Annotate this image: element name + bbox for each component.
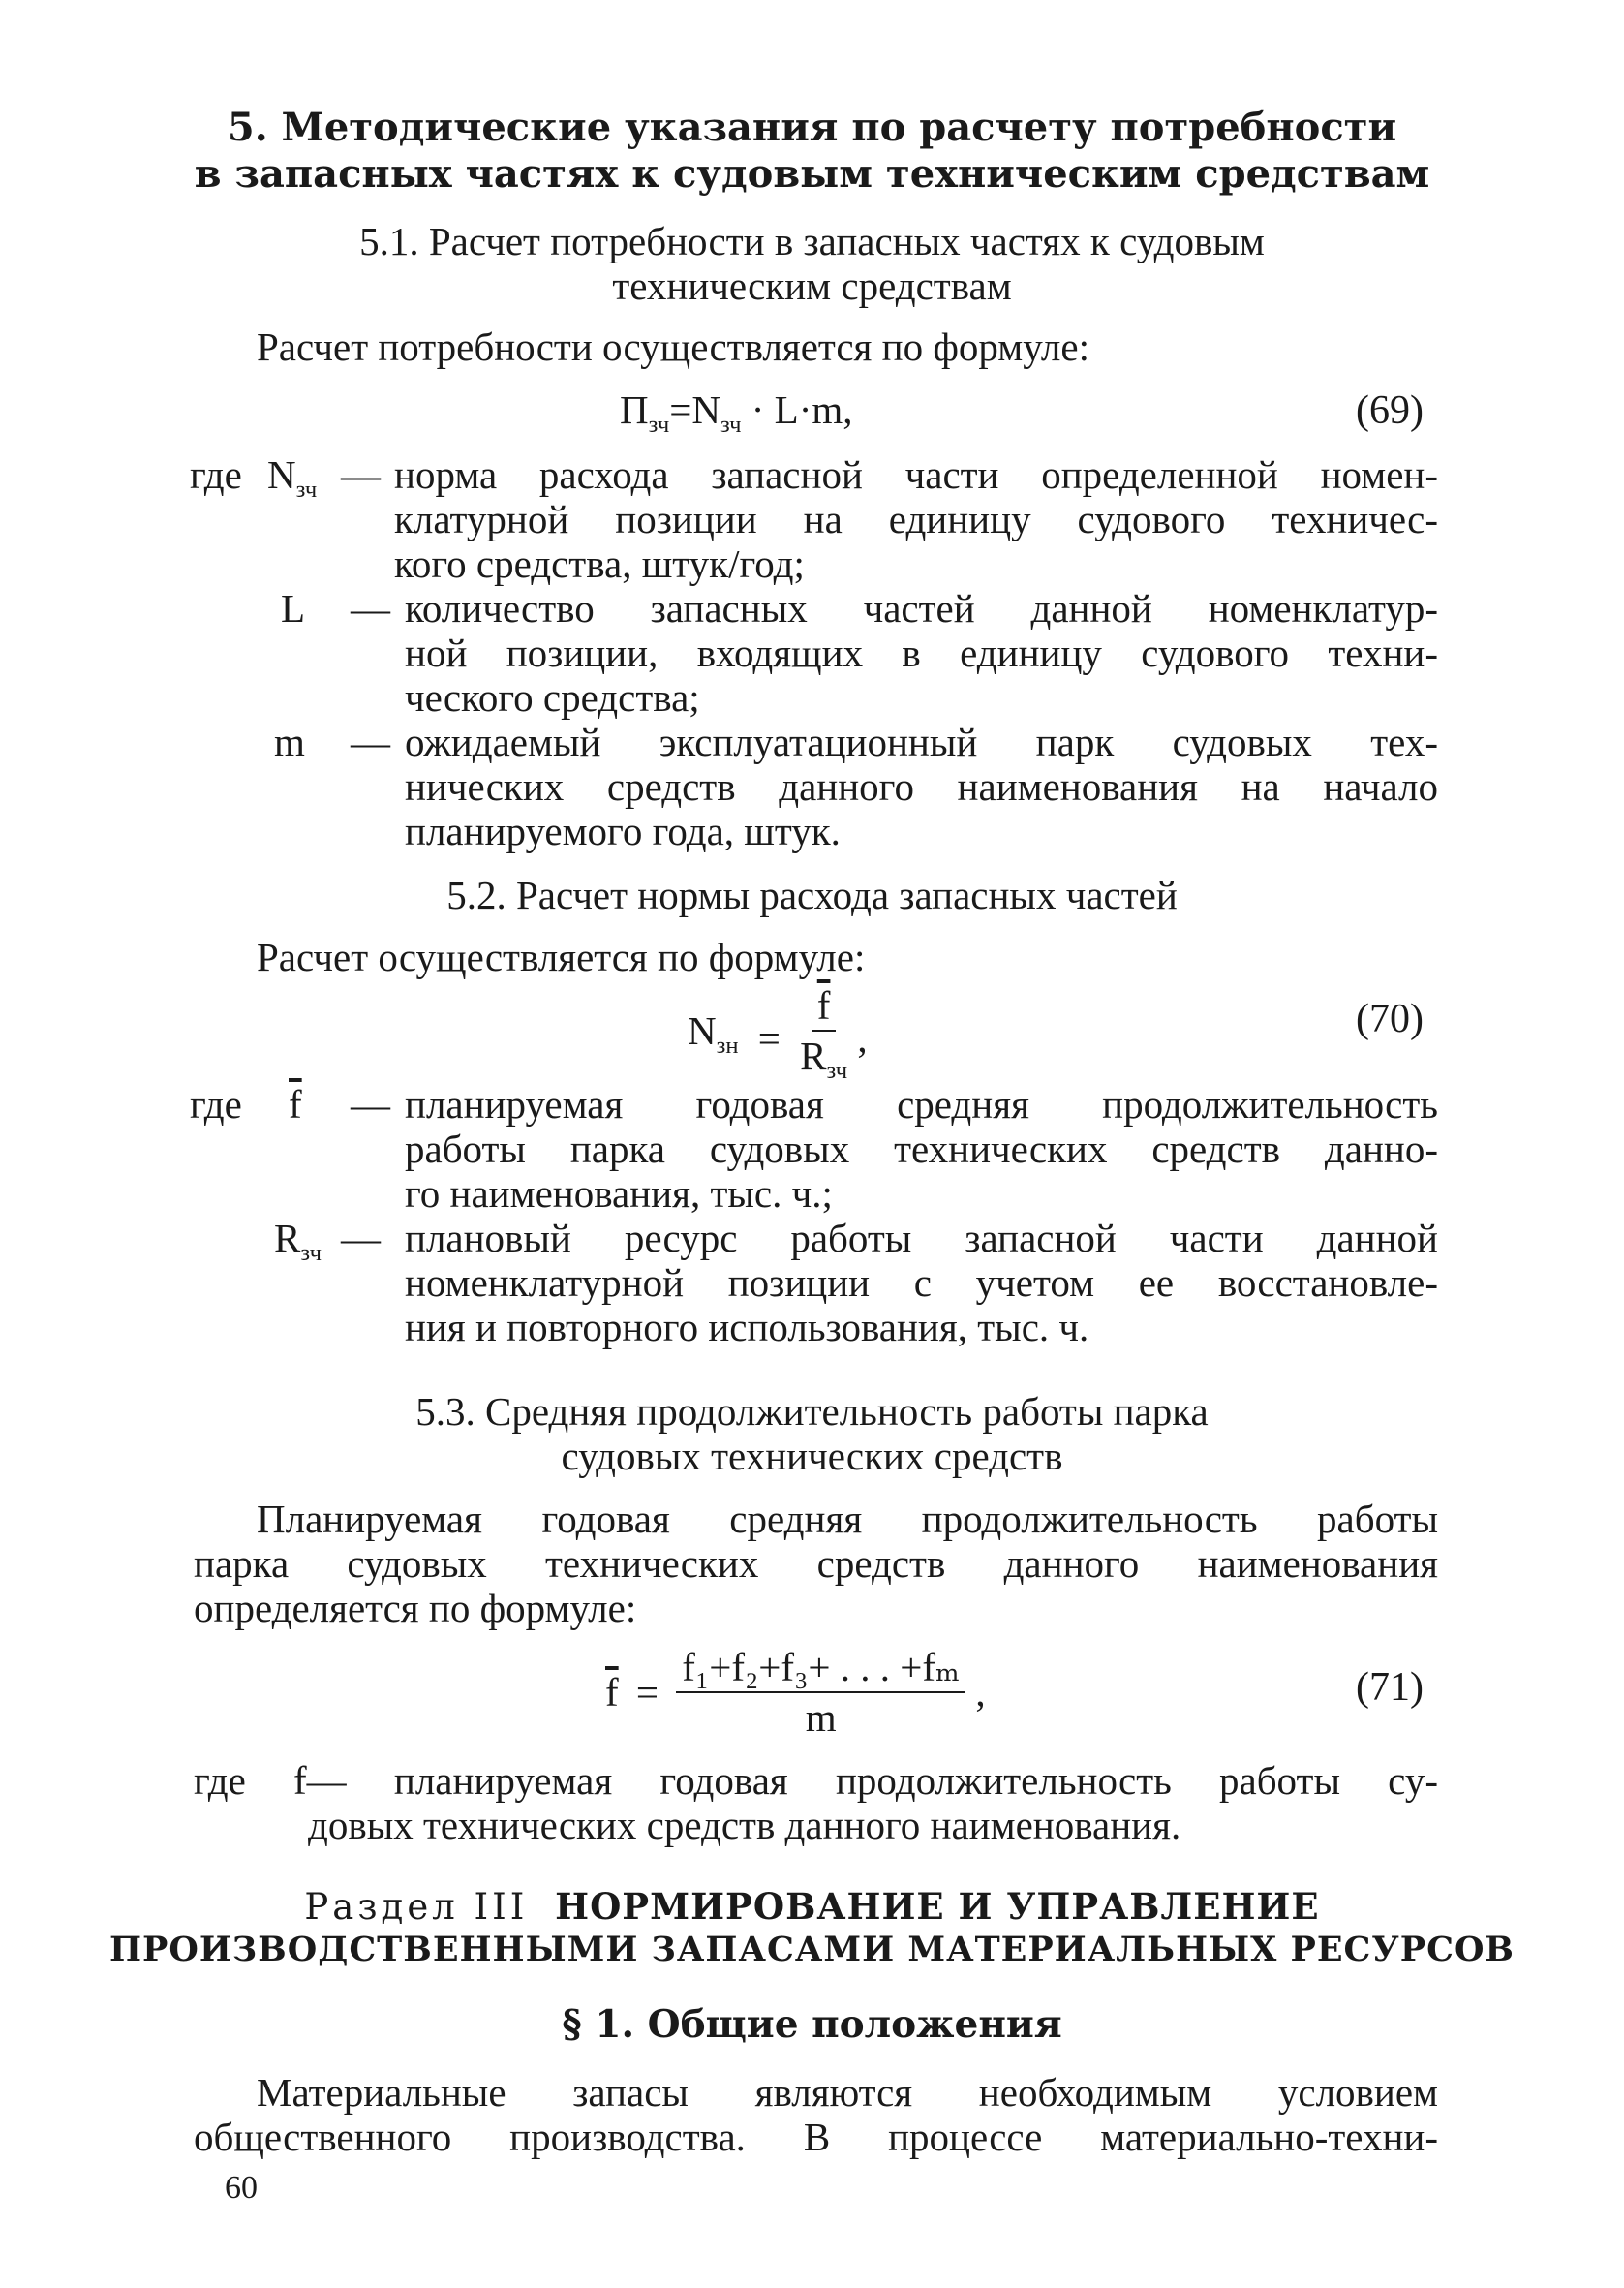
paragraph-heading: § 1. Общие положения xyxy=(562,2002,1062,2047)
def-symbol-f: $\overline{f}$ xyxy=(289,1082,302,1127)
section-heading-line1: 5. Методические указания по расчету потребности xyxy=(227,105,1397,150)
def-dash: — xyxy=(341,452,381,497)
subsection-5-3-title-line2: судовых технических средств xyxy=(561,1434,1063,1478)
s53-para-line3: определяется по формуле: xyxy=(194,1586,637,1630)
subsection-5-1-title-line1: 5.1. Расчет потребности в запасных частях к судовым xyxy=(359,219,1265,263)
def-f-line3: го наименования, тыс. ч.; xyxy=(405,1171,833,1216)
s53-para-line2: парка судовых технических средств данного наименования xyxy=(194,1541,1438,1586)
def-dash: — xyxy=(351,720,390,764)
formula-70: $N_{зн}$ = $\frac{\overline{f}}{R_{зч}}$ , xyxy=(688,983,868,1085)
page-number: 60 xyxy=(225,2170,258,2206)
def-n-line2: клатурной позиции на единицу судового техничес- xyxy=(394,497,1438,541)
def-m-line1: ожидаемый эксплуатационный парк судовых тех- xyxy=(405,720,1438,764)
def-f-line2: работы парка судовых технических средств данно- xyxy=(405,1127,1438,1171)
def-f-sum-line1: где f— планируемая годовая продолжительность работы су- xyxy=(194,1758,1438,1803)
section-heading-line2: в запасных частях к судовым техническим средствам xyxy=(194,151,1430,197)
subsection-5-3-title-line1: 5.3. Средняя продолжительность работы парка xyxy=(415,1389,1209,1434)
formula-70-intro: Расчет осуществляется по формуле: xyxy=(257,935,866,979)
subsection-5-2-title: 5.2. Расчет нормы расхода запасных частей xyxy=(446,873,1178,917)
def-dash: — xyxy=(351,1082,390,1127)
equation-number-70: (70) xyxy=(1356,997,1424,1041)
formula-71: $\overline{f}$ = $\frac{\text{f₁+f₂+f₃+ . . . +fₘ}}{m}$ , xyxy=(605,1645,986,1740)
def-l-line1: количество запасных частей данной номенклатур- xyxy=(405,586,1438,631)
def-symbol-n: $N_{зч}$ xyxy=(267,452,318,504)
def-dash: — xyxy=(351,586,390,631)
formula-69: $П_{зч}=N_{зч} \cdot L\cdot m$, xyxy=(620,387,853,439)
where-label: где xyxy=(190,452,242,497)
def-l-line3: ческого средства; xyxy=(405,675,700,720)
def-symbol-m: m xyxy=(274,720,305,764)
def-n-line3: кого средства, штук/год; xyxy=(394,541,805,586)
def-l-line2: ной позиции, входящих в единицу судового техни- xyxy=(405,631,1438,675)
part-heading-line1: Раздел III НОРМИРОВАНИЕ И УПРАВЛЕНИЕ xyxy=(304,1885,1320,1928)
subsection-5-1-title-line2: техническим средствам xyxy=(612,263,1012,308)
def-f-sum-line2: довых технических средств данного наименования. xyxy=(308,1803,1181,1847)
def-r-line1: плановый ресурс работы запасной части данной xyxy=(405,1216,1438,1260)
def-m-line2: нических средств данного наименования на начало xyxy=(405,764,1438,809)
s53-para-line1: Планируемая годовая средняя продолжительность работы xyxy=(257,1497,1438,1541)
where-label: где xyxy=(190,1082,242,1127)
def-r-line3: ния и повторного использования, тыс. ч. xyxy=(405,1305,1089,1349)
formula-69-intro: Расчет потребности осуществляется по формуле: xyxy=(257,325,1089,369)
part3-para-line2: общественного производства. В процессе материально-техни- xyxy=(194,2115,1438,2159)
def-symbol-r: $R_{зч}$ xyxy=(274,1216,322,1267)
def-n-line1: норма расхода запасной части определенной номен- xyxy=(394,452,1438,497)
def-symbol-l: L xyxy=(281,586,306,631)
def-f-line1: планируемая годовая средняя продолжительность xyxy=(405,1082,1438,1127)
def-m-line3: планируемого года, штук. xyxy=(405,809,841,853)
part-heading-line2: ПРОИЗВОДСТВЕННЫМИ ЗАПАСАМИ МАТЕРИАЛЬНЫХ РЕСУРСОВ xyxy=(108,1930,1516,1969)
def-r-line2: номенклатурной позиции с учетом ее восстановле- xyxy=(405,1260,1438,1305)
def-dash: — xyxy=(341,1216,381,1260)
part3-para-line1: Материальные запасы являются необходимым условием xyxy=(257,2070,1438,2115)
equation-number-71: (71) xyxy=(1356,1665,1424,1710)
equation-number-69: (69) xyxy=(1356,388,1424,433)
